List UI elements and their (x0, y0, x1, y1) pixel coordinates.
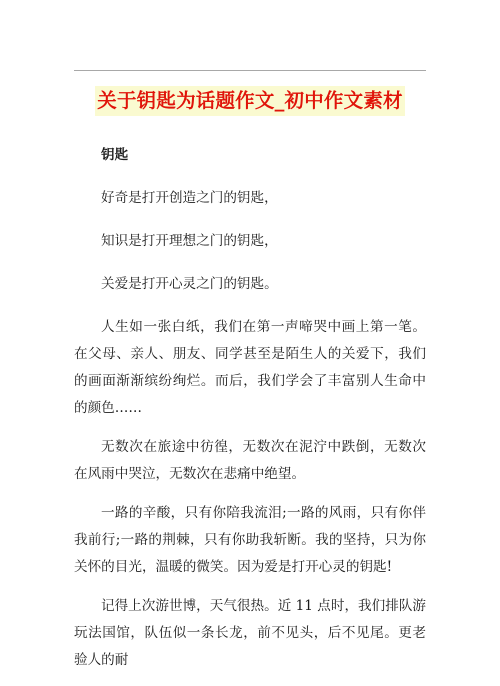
paragraph: 一路的辛酸，只有你陪我流泪;一路的风雨，只有你伴我前行;一路的荆棘，只有你助我斩断。我的坚持，只为你关怀的目光，温暖的微笑。因为爱是打开心灵的钥匙! (74, 505, 426, 575)
header-divider (74, 70, 426, 71)
article-subheading: 钥匙 (101, 147, 129, 163)
paragraph: 关爱是打开心灵之门的钥匙。 (101, 276, 278, 292)
paragraph: 记得上次游世博，天气很热。近 11 点时，我们排队游玩法国馆，队伍似一条长龙，前不见头，后不见尾。更老验人的耐 (74, 598, 427, 668)
paragraph: 好奇是打开创造之门的钥匙， (101, 190, 278, 206)
article-title: 关于钥匙为话题作文_初中作文素材 (95, 86, 404, 116)
paragraph: 无数次在旅途中彷徨，无数次在泥泞中跌倒，无数次在风雨中哭泣，无数次在悲痛中绝望。 (74, 439, 426, 482)
paragraph: 知识是打开理想之门的钥匙， (101, 233, 278, 249)
article-body (74, 142, 426, 686)
title-container (0, 86, 500, 116)
paragraph: 人生如一张白纸，我们在第一声啼哭中画上第一笔。在父母、亲人、朋友、同学甚至是陌生人的关爱下，我们的画面渐渐缤纷绚烂。而后，我们学会了丰富别人生命中的颜色…… (74, 319, 426, 416)
